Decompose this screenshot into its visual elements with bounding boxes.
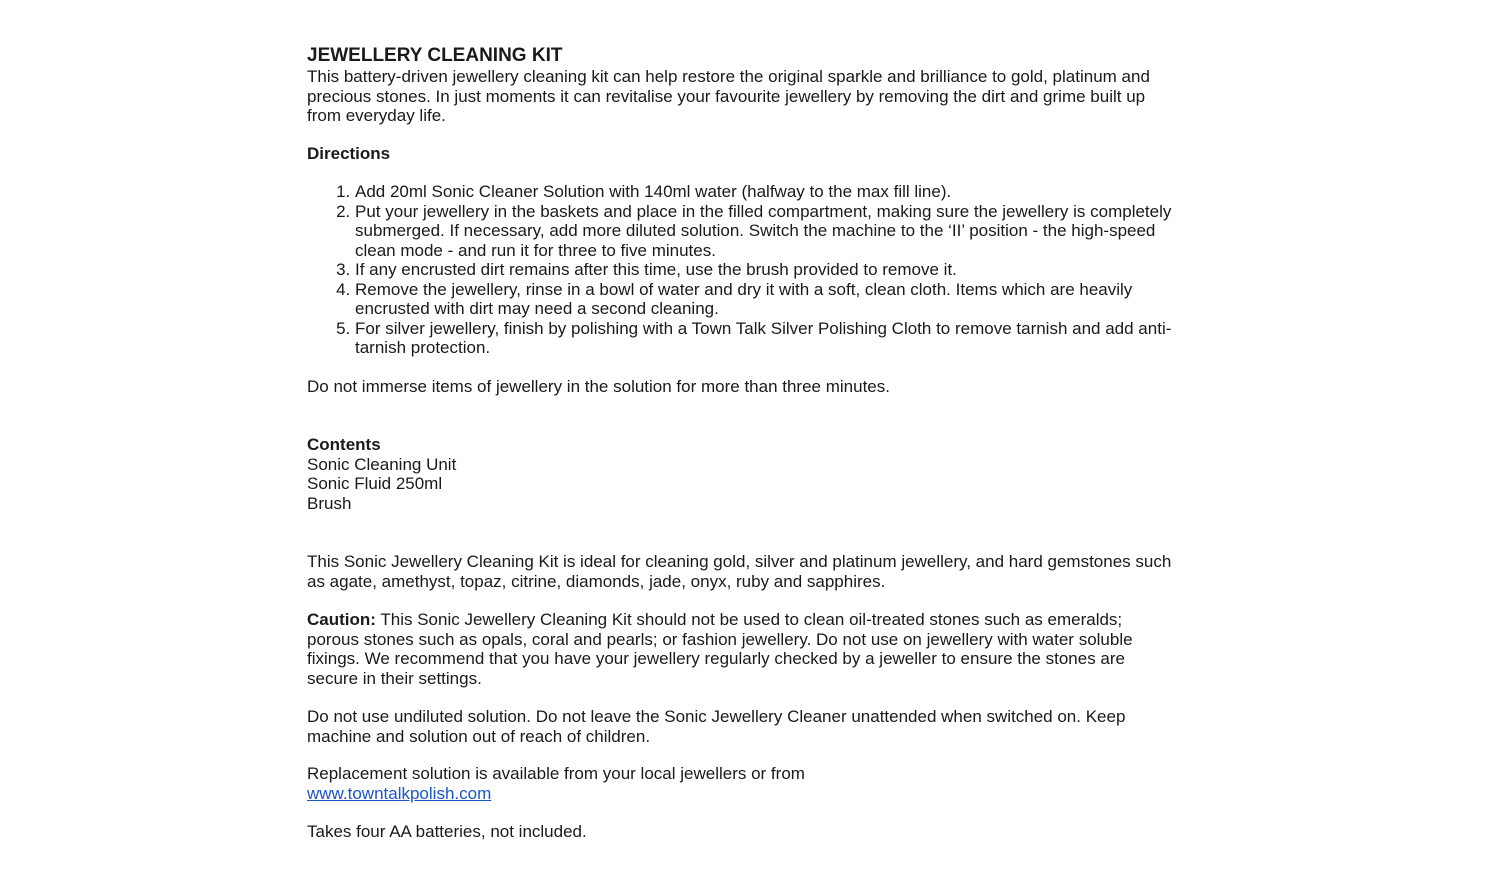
contents-item: Brush <box>307 493 352 513</box>
direction-step: 1. Add 20ml Sonic Cleaner Solution with 140ml water (halfway to the max fill line). <box>355 182 1177 202</box>
directions-list <box>307 182 1177 358</box>
product-document <box>307 45 1177 842</box>
direction-step: 5. For silver jewellery, finish by polishing with a Town Talk Silver Polishing Cloth to remove tarnish and add anti-tarnish protection. <box>355 319 1177 358</box>
caution-text: This Sonic Jewellery Cleaning Kit should not be used to clean oil-treated stones such as emeralds; porous stones such as opals, coral and pearls; or fashion jewellery. Do not use on jewellery with water soluble fixings. We recommend that you have your jewellery regularly checked by a jeweller to ensure the stones are secure in their settings. <box>307 610 1133 688</box>
warning-paragraph: Do not use undiluted solution. Do not leave the Sonic Jewellery Cleaner unattended when switched on. Keep machine and solution out of reach of children. <box>307 707 1126 746</box>
towntalk-website-link[interactable]: www.towntalkpolish.com <box>307 783 492 803</box>
direction-step: 4. Remove the jewellery, rinse in a bowl of water and dry it with a soft, clean cloth. Items which are heavily encrusted with dirt may need a second cleaning. <box>355 280 1177 319</box>
contents-item: Sonic Fluid 250ml <box>307 474 443 493</box>
page-title: JEWELLERY CLEANING KIT <box>307 45 563 66</box>
directions-heading: Directions <box>307 143 391 163</box>
caution-label: Caution: <box>307 610 376 629</box>
suitability-paragraph: This Sonic Jewellery Cleaning Kit is ideal for cleaning gold, silver and platinum jewellery, and hard gemstones such as agate, amethyst, topaz, citrine, diamonds, jade, onyx, ruby and sapphires. <box>307 552 1172 591</box>
contents-item: Sonic Cleaning Unit <box>307 454 457 474</box>
direction-step: 3. If any encrusted dirt remains after this time, use the brush provided to remove it. <box>355 260 1177 280</box>
caution-paragraph <box>307 610 1177 688</box>
batteries-note: Takes four AA batteries, not included. <box>307 822 587 841</box>
intro-paragraph: This battery-driven jewellery cleaning kit can help restore the original sparkle and brilliance to gold, platinum and precious stones. In just moments it can revitalise your favourite jewellery by removing the dirt and grime built up from everyday life. <box>307 67 1150 125</box>
replacement-link-line <box>307 784 1177 804</box>
direction-step: 2. Put your jewellery in the baskets and place in the filled compartment, making sure the jewellery is completely submerged. If necessary, add more diluted solution. Switch the machine to the ‘II’ position - the high-speed clean mode - and run it for three to five minutes. <box>355 202 1177 261</box>
contents-heading: Contents <box>307 435 381 454</box>
replacement-text: Replacement solution is available from your local jewellers or from <box>307 764 805 783</box>
immersion-note: Do not immerse items of jewellery in the solution for more than three minutes. <box>307 376 890 396</box>
